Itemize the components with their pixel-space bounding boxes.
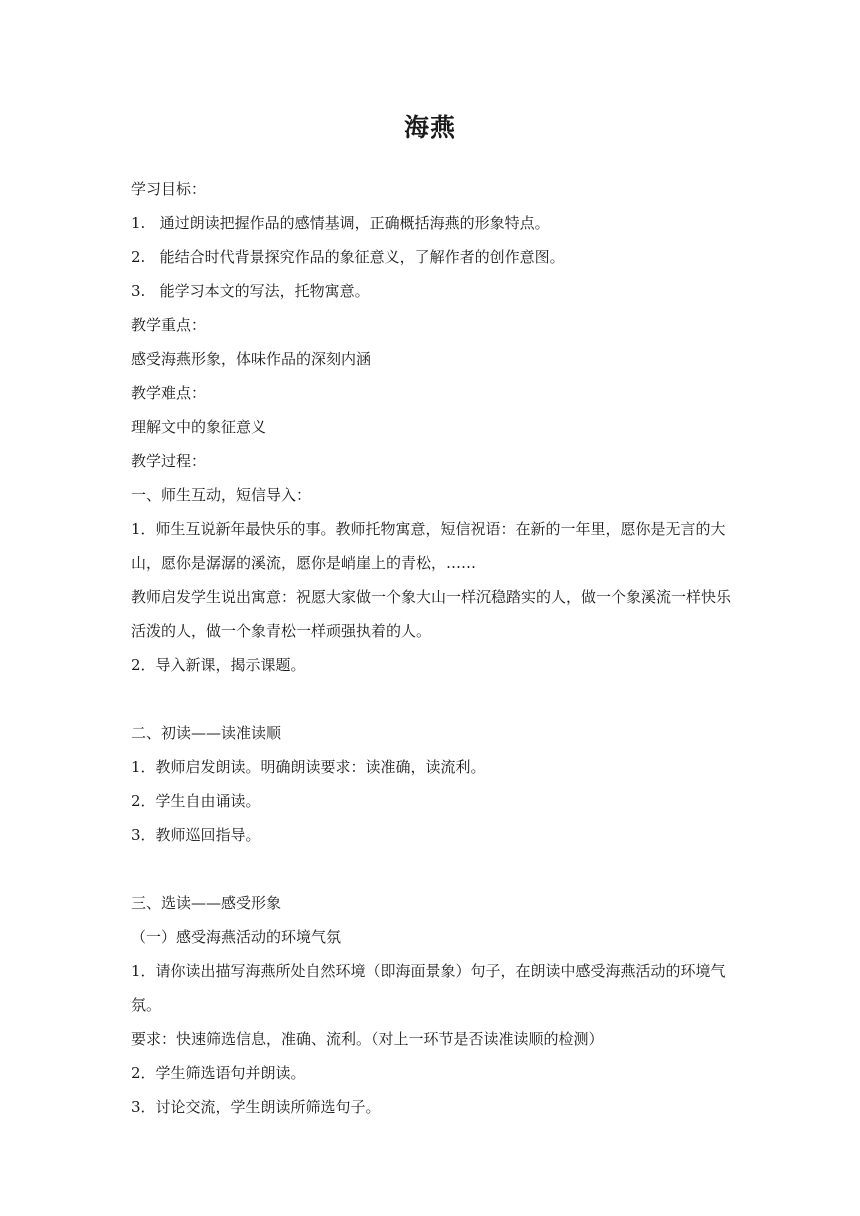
list-item: 3．教师巡回指导。 <box>131 826 261 844</box>
list-item: 1．教师启发朗读。明确朗读要求：读准确，读流利。 <box>131 758 486 776</box>
paragraph: 要求：快速筛选信息，准确、流利。（对上一环节是否读准读顺的检测） <box>131 1030 604 1048</box>
section-heading: 教学难点： <box>131 384 207 402</box>
list-item: 2. 能结合时代背景探究作品的象征意义，了解作者的创作意图。 <box>131 248 565 266</box>
section-heading: 三、选读——感受形象 <box>131 894 282 912</box>
spacer <box>131 852 733 886</box>
paragraph: 1．请你读出描写海燕所处自然环境（即海面景象）句子，在朗读中感受海燕活动的环境气氛。 <box>131 962 726 1014</box>
section-heading: 一、师生互动，短信导入： <box>131 486 312 504</box>
paragraph: 感受海燕形象，体味作品的深刻内涵 <box>131 350 372 368</box>
list-item: 2．学生自由诵读。 <box>131 792 261 810</box>
document-body <box>131 172 733 1124</box>
paragraph: 1．师生互说新年最快乐的事。教师托物寓意，短信祝语：在新的一年里，愿你是无言的大山，愿你是潺潺的溪流，愿你是峭崖上的青松，…… <box>131 520 726 572</box>
document-title: 海燕 <box>403 113 456 142</box>
spacer <box>131 682 733 716</box>
subsection-heading: （一）感受海燕活动的环境气氛 <box>131 928 342 946</box>
list-item: 3. 能学习本文的写法，托物寓意。 <box>131 282 370 300</box>
section-heading: 教学过程： <box>131 452 207 470</box>
paragraph: 教师启发学生说出寓意：祝愿大家做一个象大山一样沉稳踏实的人，做一个象溪流一样快乐活泼的人，做一个象青松一样顽强执着的人。 <box>131 588 732 640</box>
list-item: 1. 通过朗读把握作品的感情基调，正确概括海燕的形象特点。 <box>131 214 550 232</box>
section-heading: 学习目标： <box>131 180 207 198</box>
section-heading: 二、初读——读准读顺 <box>131 724 282 742</box>
list-item: 2．学生筛选语句并朗读。 <box>131 1064 306 1082</box>
section-heading: 教学重点： <box>131 316 207 334</box>
paragraph: 理解文中的象征意义 <box>131 418 267 436</box>
list-item: 2．导入新课，揭示课题。 <box>131 656 306 674</box>
list-item: 3．讨论交流，学生朗读所筛选句子。 <box>131 1098 381 1116</box>
